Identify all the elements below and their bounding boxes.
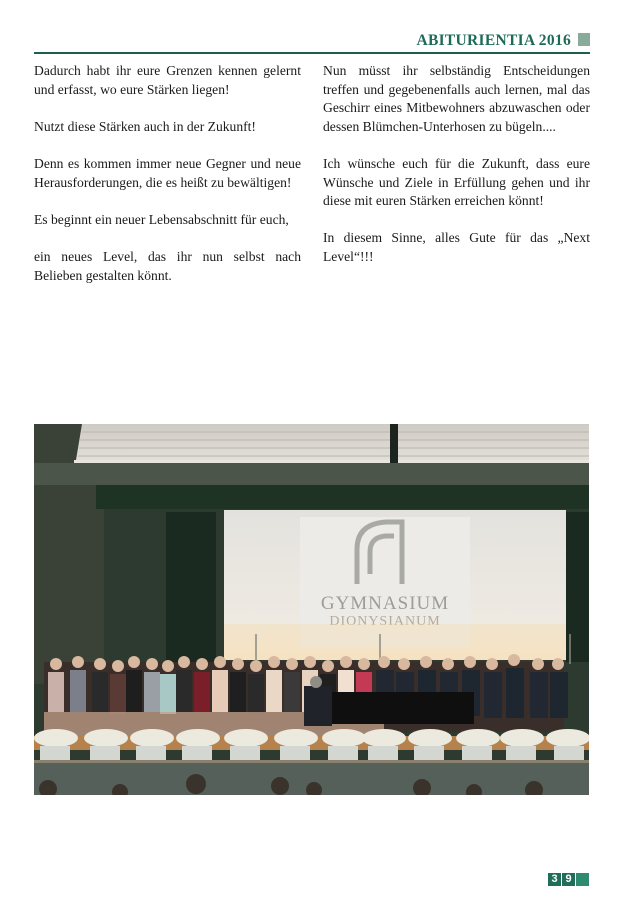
paragraph: Nun müsst ihr selbständig Entscheidungen treffen und gegebenenfalls auch lernen, mal das Geschirr eines Mitbewohners abzuwaschen oder dessen Blümchen-Unterhosen zu bügeln.... — [323, 63, 590, 134]
header-rule — [34, 52, 590, 54]
page-number-accent — [576, 873, 589, 886]
graduation-photo — [34, 424, 589, 795]
paragraph: Ich wünsche euch für die Zukunft, dass eure Wünsche und Ziele in Erfüllung gehen und ihr diese mit euren Stärken erreichen könnt! — [323, 155, 590, 209]
paragraph: Es beginnt ein neuer Lebensabschnitt für euch, — [34, 211, 289, 227]
svg-text:DIONYSIANUM: DIONYSIANUM — [329, 614, 441, 629]
screen-text: GYMNASIUM — [320, 593, 450, 614]
paragraph: Denn es kommen immer neue Gegner und neue Herausforderungen, die es heißt zu bewältigen! — [34, 155, 301, 190]
header-square — [578, 33, 590, 46]
paragraph: Nutzt diese Stärken auch in der Zukunft! — [34, 118, 256, 134]
page-digit: 9 — [562, 873, 575, 886]
header-title: ABITURIENTIA 2016 — [416, 32, 571, 49]
paragraph: ein neues Level, das ihr nun selbst nach Belieben gestalten könnt. — [34, 248, 301, 283]
page-number — [548, 873, 589, 886]
paragraph: In diesem Sinne, alles Gute für das „Next Level“!!! — [323, 230, 590, 264]
right-column — [323, 62, 590, 285]
page-digit: 3 — [548, 873, 561, 886]
paragraph: Dadurch habt ihr eure Grenzen kennen gelernt und erfasst, wo eure Stärken liegen! — [34, 63, 301, 97]
left-column — [34, 62, 301, 304]
